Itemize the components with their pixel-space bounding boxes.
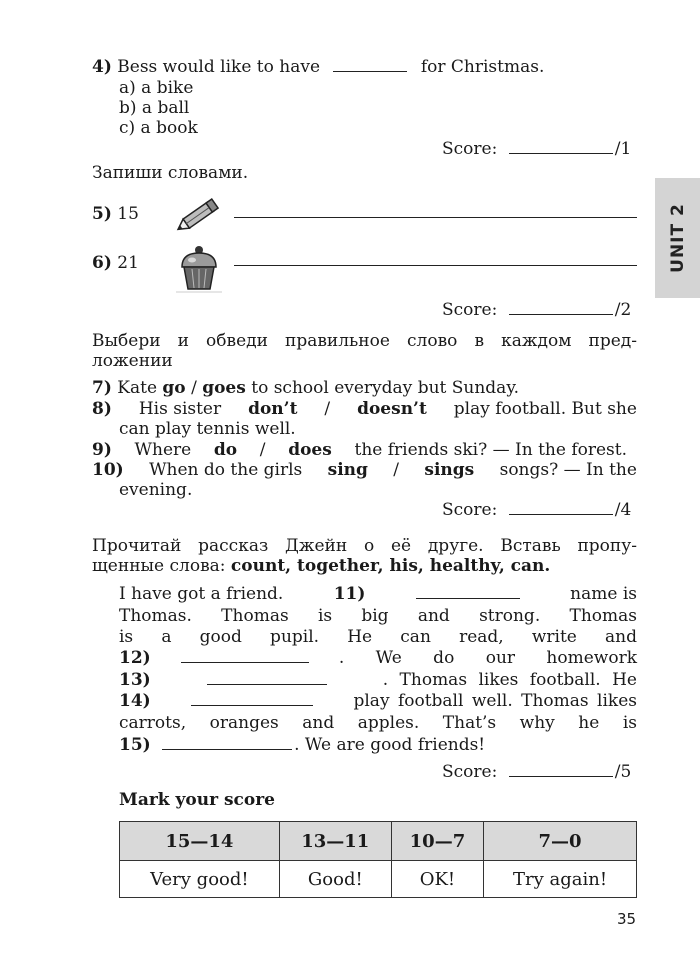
score-range: 15—14 — [120, 822, 280, 861]
question-number: 7) — [92, 378, 112, 398]
score-line-words — [442, 300, 631, 320]
choice-goes[interactable]: goes — [202, 378, 246, 398]
story-line-4 — [119, 648, 637, 668]
answer-blank[interactable] — [333, 57, 407, 72]
sentence-text: His sister — [138, 399, 222, 419]
instruction-write-words: Запиши словами. — [92, 163, 249, 183]
sentence-text: the friends ski? — In the forest. — [354, 440, 627, 460]
sentence-text: When do the girls — [149, 460, 303, 480]
gap-number-15: 15) — [119, 735, 151, 755]
choice-go[interactable]: go — [162, 378, 186, 398]
question-number: 10) — [92, 460, 124, 480]
score-total: /2 — [614, 300, 632, 320]
story-line-6 — [119, 691, 637, 711]
story-text: . We are good friends! — [294, 735, 486, 755]
page-number: 35 — [617, 910, 637, 928]
choice-separator: / — [393, 460, 400, 480]
story-line-8 — [119, 735, 485, 755]
score-line-q4 — [442, 139, 631, 159]
option-b[interactable]: b) a ball — [119, 98, 190, 118]
answer-line-6[interactable] — [234, 265, 637, 266]
option-a[interactable]: a) a bike — [119, 78, 194, 98]
sentence-text: to school everyday but Sunday. — [251, 378, 520, 398]
score-table — [119, 821, 637, 898]
story-text: I have got a friend. — [119, 584, 284, 604]
story-line-1 — [119, 584, 637, 604]
score-label: Score: — [442, 762, 498, 782]
score-blank[interactable] — [509, 762, 613, 777]
question-9 — [92, 440, 627, 460]
instruction-circle-line2: ложении — [92, 351, 173, 371]
number-value: 21 — [117, 253, 139, 273]
score-verdict: Good! — [279, 861, 391, 898]
choice-doesnt[interactable]: doesn’t — [357, 399, 427, 419]
choice-separator: / — [191, 378, 197, 398]
score-blank[interactable] — [509, 300, 613, 315]
story-line-3: is a good pupil. He can read, write and — [119, 627, 637, 647]
score-blank[interactable] — [509, 500, 613, 515]
gap-15-blank[interactable] — [162, 735, 292, 750]
gap-13-blank[interactable] — [207, 670, 327, 685]
score-verdict: Very good! — [120, 861, 280, 898]
question-7 — [92, 378, 519, 398]
story-text: play football well. Thomas likes — [353, 691, 637, 711]
instruction-circle-line1: Выбери и обведи правильное слово в каждом пред- — [92, 331, 637, 351]
story-text: name is — [570, 584, 637, 604]
question-10-continued: evening. — [119, 480, 193, 500]
sentence-text: play football. But she — [453, 399, 637, 419]
choice-separator: / — [324, 399, 331, 419]
story-line-2: Thomas. Thomas is big and strong. Thomas — [119, 606, 637, 626]
sentence-text: Kate — [117, 378, 158, 398]
score-range: 7—0 — [484, 822, 637, 861]
question-text: Bess would like to have — [117, 57, 321, 77]
number-value: 15 — [117, 204, 139, 224]
score-total: /5 — [614, 762, 632, 782]
question-text-end: for Christmas. — [420, 57, 545, 77]
score-range: 10—7 — [391, 822, 483, 861]
question-8-continued: can play tennis well. — [119, 419, 296, 439]
sentence-text: songs? — In the — [499, 460, 637, 480]
answer-line-5[interactable] — [234, 217, 637, 218]
choice-does[interactable]: does — [288, 440, 332, 460]
cupcake-icon — [176, 243, 222, 295]
pencil-icon — [172, 196, 224, 236]
score-verdict: Try again! — [484, 861, 637, 898]
story-line-7: carrots, oranges and apples. That’s why he is — [119, 713, 637, 733]
gap-14-blank[interactable] — [191, 691, 313, 706]
story-text: . We do our homework — [338, 648, 637, 668]
score-total: /1 — [614, 139, 632, 159]
story-text: . Thomas likes football. He — [382, 670, 637, 690]
choice-dont[interactable]: don’t — [248, 399, 298, 419]
question-number: 5) — [92, 204, 112, 224]
question-number: 6) — [92, 253, 112, 273]
story-line-5 — [119, 670, 637, 690]
gap-number-12: 12) — [119, 648, 151, 668]
score-range-row — [120, 822, 637, 861]
sentence-text: Where — [134, 440, 192, 460]
question-5 — [92, 204, 139, 224]
instruction-text: щенные слова: — [92, 556, 226, 576]
gap-11-blank[interactable] — [416, 584, 520, 599]
score-line-story — [442, 762, 631, 782]
question-10 — [92, 460, 637, 480]
unit-label: UNIT 2 — [667, 203, 688, 273]
instruction-story-line2 — [92, 556, 550, 576]
question-number: 9) — [92, 440, 112, 460]
question-4 — [92, 57, 544, 77]
score-total: /4 — [614, 500, 632, 520]
score-label-row — [120, 861, 637, 898]
gap-number-14: 14) — [119, 691, 151, 711]
choice-sings[interactable]: sings — [424, 460, 475, 480]
choice-sing[interactable]: sing — [327, 460, 368, 480]
gap-number-13: 13) — [119, 670, 151, 690]
score-label: Score: — [442, 300, 498, 320]
score-line-circle — [442, 500, 631, 520]
instruction-story-line1: Прочитай рассказ Джейн о её друге. Вставь пропу- — [92, 536, 637, 556]
word-bank: count, together, his, healthy, can. — [230, 556, 551, 576]
score-verdict: OK! — [391, 861, 483, 898]
question-number: 8) — [92, 399, 112, 419]
option-c[interactable]: c) a book — [119, 118, 198, 138]
mark-score-title: Mark your score — [119, 790, 275, 810]
gap-12-blank[interactable] — [181, 648, 309, 663]
question-8 — [92, 399, 637, 419]
choice-separator: / — [259, 440, 266, 460]
score-blank[interactable] — [509, 139, 613, 154]
score-range: 13—11 — [279, 822, 391, 861]
question-number: 4) — [92, 57, 112, 77]
unit-tab — [655, 178, 700, 298]
question-6 — [92, 253, 139, 273]
score-label: Score: — [442, 139, 498, 159]
gap-number-11: 11) — [333, 584, 366, 604]
score-label: Score: — [442, 500, 498, 520]
choice-do[interactable]: do — [213, 440, 238, 460]
